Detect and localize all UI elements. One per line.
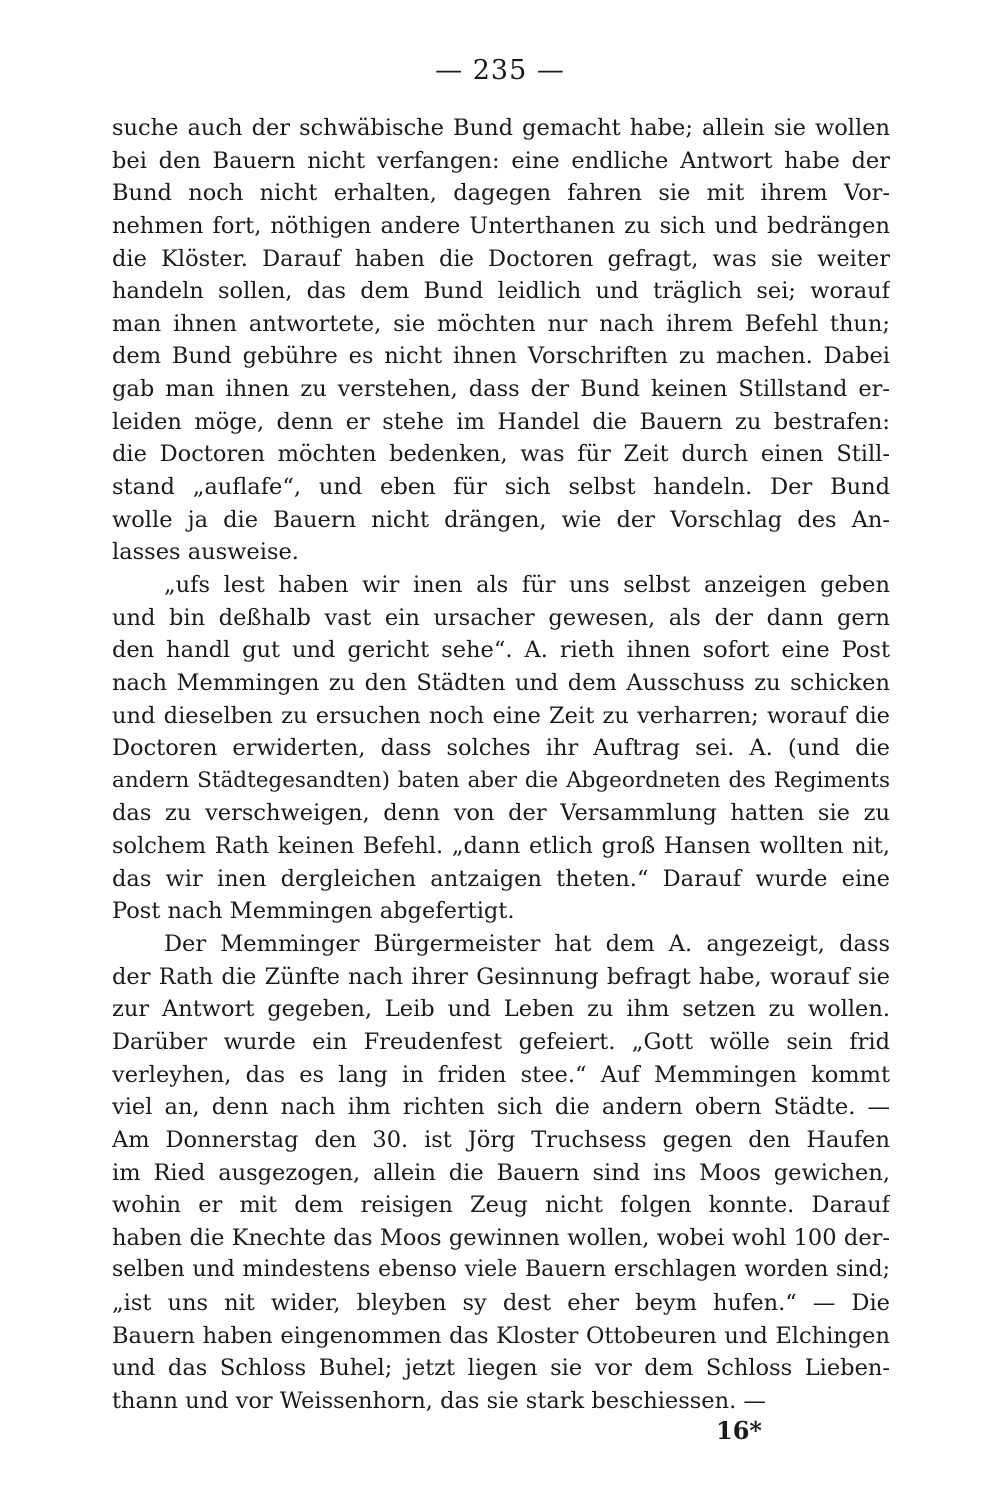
text-line: selben und mindestens ebenso viele Bauern erschlagen worden sind; — [112, 1257, 890, 1283]
page-number: — 235 — — [435, 55, 565, 86]
text-line: das zu verschweigen, denn von der Versammlung hatten sie zu — [112, 800, 890, 827]
text-line: Der Memminger Bürgermeister hat dem A. angezeigt, dass — [164, 931, 890, 958]
text-line: im Ried ausgezogen, allein die Bauern sind ins Moos gewichen, — [112, 1159, 890, 1186]
text-line: wohin er mit dem reisigen Zeug nicht folgen konnte. Darauf — [112, 1192, 890, 1219]
text-line: solchem Rath keinen Befehl. „dann etlich groß Hansen wollten nit, — [112, 833, 890, 860]
text-line: und bin deßhalb vast ein ursacher gewesen, als der dann gern — [112, 604, 890, 631]
text-line: stand „auflafe“, und eben für sich selbst handeln. Der Bund — [112, 474, 890, 501]
text-line: nach Memmingen zu den Städten und dem Ausschuss zu schicken — [112, 669, 890, 696]
signature-mark: 16* — [716, 1416, 762, 1445]
text-line: Bauern haben eingenommen das Kloster Ottobeuren und Elchingen — [112, 1322, 890, 1349]
body-text — [112, 112, 890, 1418]
text-line: gab man ihnen zu verstehen, dass der Bund keinen Stillstand er- — [112, 376, 890, 403]
text-line: der Rath die Zünfte nach ihrer Gesinnung befragt habe, worauf sie — [112, 963, 890, 990]
text-line: handeln sollen, das dem Bund leidlich und träglich sei; worauf — [112, 278, 890, 305]
text-line: die Doctoren möchten bedenken, was für Zeit durch einen Still- — [112, 441, 890, 468]
text-line: man ihnen antwortete, sie möchten nur nach ihrem Befehl thun; — [112, 310, 890, 337]
text-line: lasses ausweise. — [112, 539, 299, 566]
text-line: den handl gut und gericht sehe“. A. rieth ihnen sofort eine Post — [112, 637, 890, 664]
text-line: andern Städtegesandten) baten aber die Abgeordneten des Regiments — [112, 767, 890, 793]
text-line: nehmen fort, nöthigen andere Unterthanen zu sich und bedrängen — [112, 212, 890, 239]
text-line: dem Bund gebühre es nicht ihnen Vorschriften zu machen. Dabei — [112, 343, 890, 370]
text-line: zur Antwort gegeben, Leib und Leben zu ihm setzen zu wollen. — [112, 996, 890, 1023]
text-line: wolle ja die Bauern nicht drängen, wie der Vorschlag des An- — [112, 506, 890, 533]
text-line: verleyhen, das es lang in friden stee.“ Auf Memmingen kommt — [112, 1061, 890, 1088]
text-line: leiden möge, denn er stehe im Handel die Bauern zu bestrafen: — [112, 408, 890, 435]
text-line: Doctoren erwiderten, dass solches ihr Auftrag sei. A. (und die — [112, 735, 890, 762]
text-line: thann und vor Weissenhorn, das sie stark beschiessen. — — [112, 1387, 766, 1414]
text-line: Post nach Memmingen abgefertigt. — [112, 898, 515, 925]
text-line: Bund noch nicht erhalten, dagegen fahren sie mit ihrem Vor- — [112, 180, 890, 207]
text-line: haben die Knechte das Moos gewinnen wollen, wobei wohl 100 der- — [112, 1224, 890, 1251]
text-line: bei den Bauern nicht verfangen: eine endliche Antwort habe der — [112, 147, 890, 174]
text-line: und dieselben zu ersuchen noch eine Zeit zu verharren; worauf die — [112, 702, 890, 729]
text-line: Darüber wurde ein Freudenfest gefeiert. „Gott wölle sein frid — [112, 1028, 890, 1055]
text-line: Am Donnerstag den 30. ist Jörg Truchsess gegen den Haufen — [112, 1126, 890, 1153]
text-line: viel an, denn nach ihm richten sich die andern obern Städte. — — [112, 1094, 890, 1121]
text-line: „ist uns nit wider, bleyben sy dest eher beym hufen.“ — Die — [112, 1290, 890, 1317]
text-line: die Klöster. Darauf haben die Doctoren gefragt, was sie weiter — [112, 245, 890, 272]
text-line: suche auch der schwäbische Bund gemacht habe; allein sie wollen — [112, 115, 890, 141]
text-line: „ufs lest haben wir inen als für uns selbst anzeigen geben — [164, 571, 890, 598]
text-line: das wir inen dergleichen antzaigen theten.“ Darauf wurde eine — [112, 865, 890, 892]
text-line: und das Schloss Buhel; jetzt liegen sie vor dem Schloss Lieben- — [112, 1355, 890, 1382]
